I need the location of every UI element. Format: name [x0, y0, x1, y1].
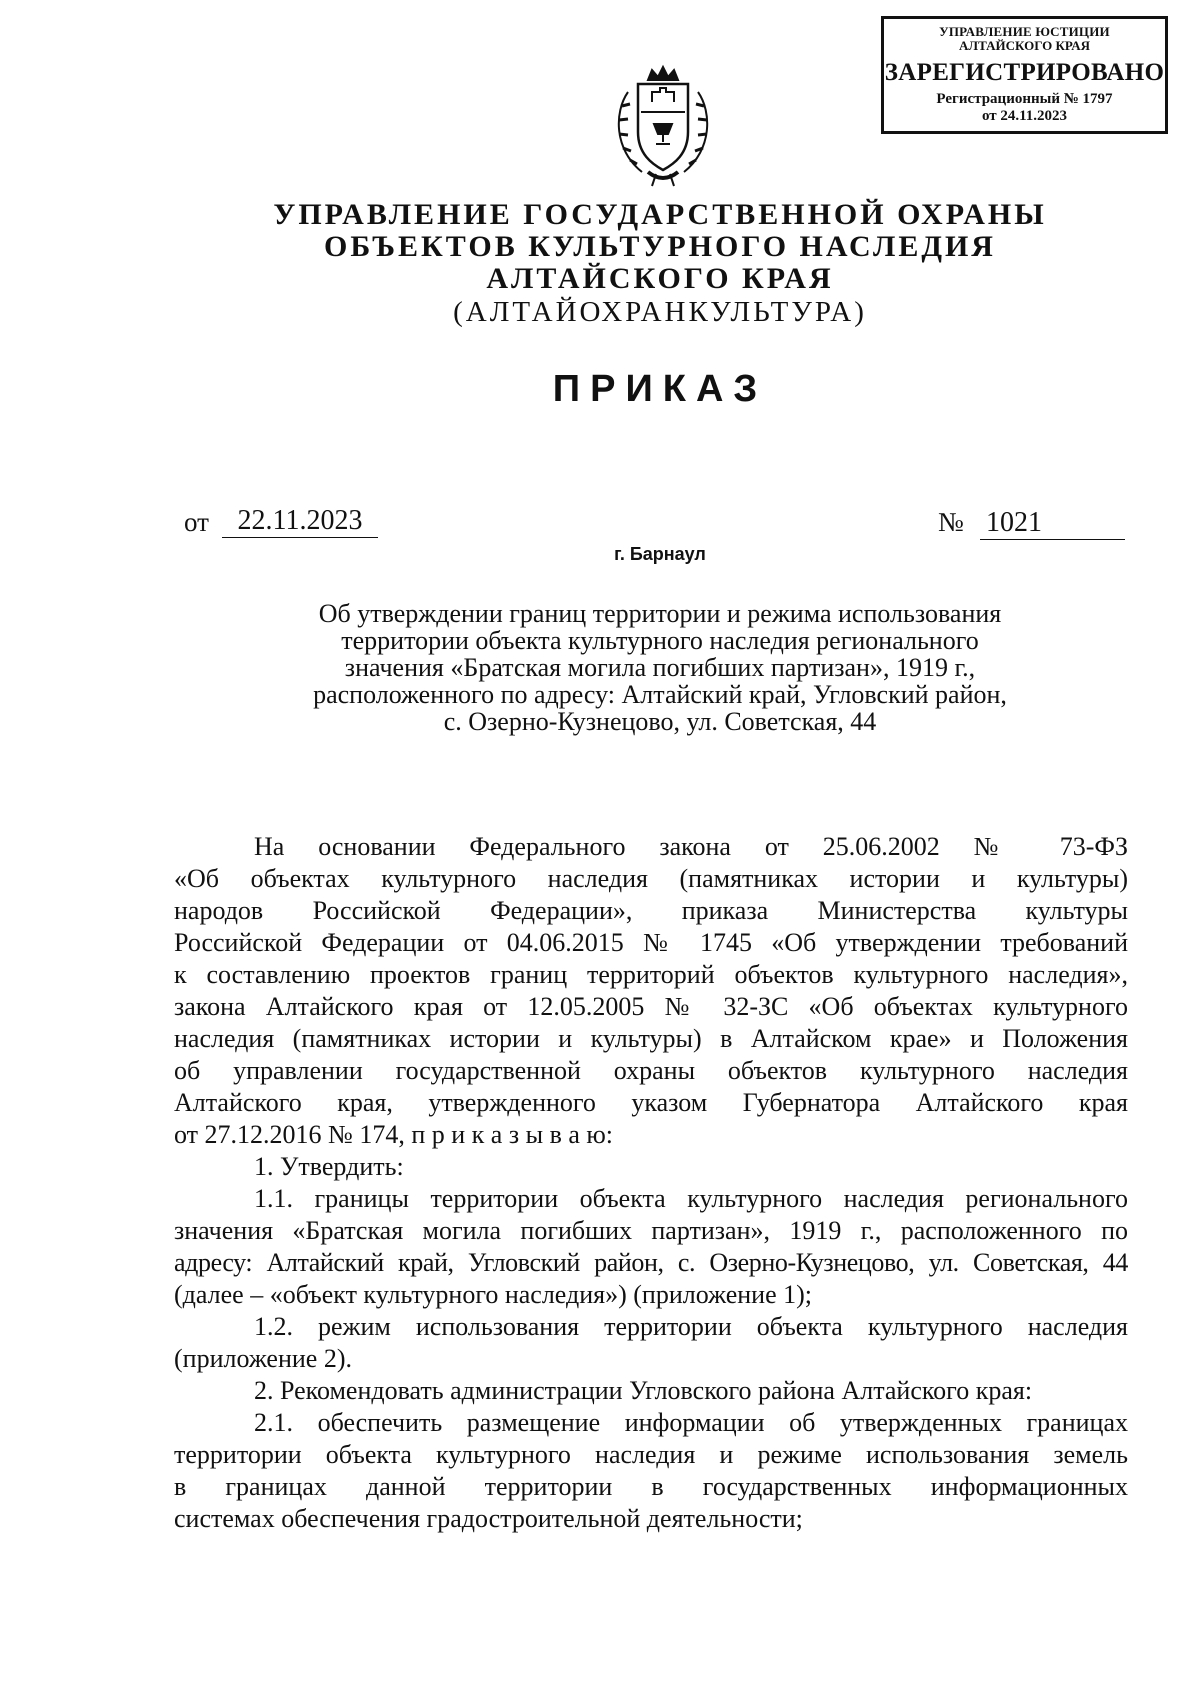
body-line: территории объекта культурного наследия и режиме использования земель: [174, 1440, 1128, 1469]
body-line: в границах данной территории в государственных информационных: [174, 1472, 1128, 1501]
date-label: от: [184, 507, 209, 537]
body-line: Алтайского края, утвержденного указом Губернатора Алтайского края: [174, 1088, 1128, 1117]
body-line: 1.1. границы территории объекта культурного наследия регионального: [254, 1184, 1128, 1213]
stamp-date: от 24.11.2023: [981, 108, 1068, 124]
subject-line: с. Озерно-Кузнецово, ул. Советская, 44: [443, 707, 877, 736]
registration-stamp: [881, 16, 1168, 134]
body-line: 1. Утвердить:: [254, 1152, 404, 1181]
body-line: значения «Братская могила погибших партизан», 1919 г., расположенного по: [174, 1216, 1128, 1245]
body-line: системах обеспечения градостроительной деятельности;: [174, 1504, 803, 1533]
body-line: 2. Рекомендовать администрации Угловского района Алтайского края:: [254, 1376, 1033, 1405]
subject-line: расположенного по адресу: Алтайский край, Угловский район,: [313, 680, 1007, 709]
body-line: На основании Федерального закона от 25.06.2002 № 73-ФЗ: [254, 832, 1128, 861]
stamp-registration-number: Регистрационный № 1797: [936, 91, 1113, 107]
subject-line: Об утверждении границ территории и режима использования: [318, 599, 1002, 628]
body-line: закона Алтайского края от 12.05.2005 № 32-ЗС «Об объектах культурного: [174, 992, 1128, 1021]
body-line: (приложение 2).: [174, 1344, 353, 1373]
document-number: 1021: [980, 507, 1125, 540]
stamp-title: ЗАРЕГИСТРИРОВАНО: [884, 59, 1165, 86]
subject-line: территории объекта культурного наследия регионального: [341, 626, 979, 655]
city: г. Барнаул: [614, 544, 706, 564]
body-line: 1.2. режим использования территории объекта культурного наследия: [254, 1312, 1128, 1341]
body-line: «Об объектах культурного наследия (памятниках истории и культуры): [174, 864, 1128, 893]
number-label: №: [938, 507, 964, 537]
body-line: от 27.12.2016 № 174, п р и к а з ы в а ю:: [174, 1120, 614, 1149]
document-subject: [225, 600, 1095, 735]
org-name-line-3: АЛТАЙСКОГО КРАЯ: [486, 262, 834, 295]
org-abbreviation: (АЛТАЙОХРАНКУЛЬТУРА): [453, 296, 867, 328]
stamp-authority: УПРАВЛЕНИЕ ЮСТИЦИИ: [939, 24, 1110, 39]
subject-line: значения «Братская могила погибших партизан», 1919 г.,: [344, 653, 976, 682]
coat-of-arms-icon: [608, 62, 718, 188]
document-type-title: ПРИКАЗ: [552, 368, 768, 410]
body-line: народов Российской Федерации», приказа Министерства культуры: [174, 896, 1128, 925]
body-line: 2.1. обеспечить размещение информации об утвержденных границах: [254, 1408, 1128, 1437]
body-line: (далее – «объект культурного наследия») (приложение 1);: [174, 1280, 812, 1309]
document-date: 22.11.2023: [222, 505, 378, 538]
body-line: адресу: Алтайский край, Угловский район, с. Озерно-Кузнецово, ул. Советская, 44: [174, 1248, 1128, 1277]
org-name-line-2: ОБЪЕКТОВ КУЛЬТУРНОГО НАСЛЕДИЯ: [324, 230, 996, 263]
body-line: к составлению проектов границ территорий объектов культурного наследия»,: [174, 960, 1128, 989]
body-line: наследия (памятниках истории и культуры) в Алтайском крае» и Положения: [174, 1024, 1128, 1053]
org-name-line-1: УПРАВЛЕНИЕ ГОСУДАРСТВЕННОЙ ОХРАНЫ: [273, 198, 1047, 231]
stamp-region: АЛТАЙСКОГО КРАЯ: [959, 38, 1090, 53]
body-line: об управлении государственной охраны объектов культурного наследия: [174, 1056, 1128, 1085]
body-line: Российской Федерации от 04.06.2015 № 1745 «Об утверждении требований: [174, 928, 1128, 957]
